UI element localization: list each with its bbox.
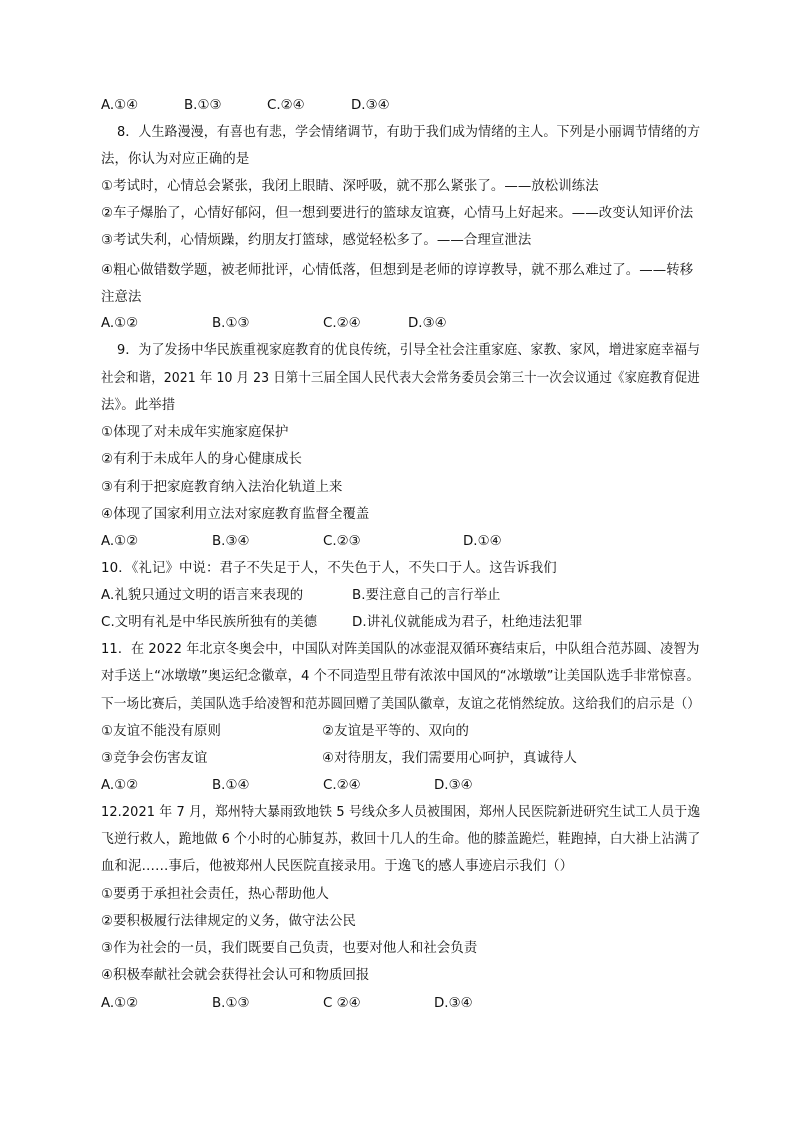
- q12-item-3: ③作为社会的一员，我们既要自己负责，也要对他人和社会负责: [101, 941, 478, 956]
- option-b: B.①③: [184, 98, 222, 113]
- q9-options: [101, 533, 701, 551]
- q12-stem-line3: 血和泥……事后，他被郑州人民医院直接录用。于逸飞的感人事迹启示我们（）: [101, 859, 574, 874]
- option-b: B.①③: [212, 996, 250, 1011]
- q10-option-c: C.文明有礼是中华民族所独有的美德: [101, 615, 318, 630]
- q12-options: [101, 995, 701, 1013]
- q12-item-4: ④积极奉献社会就会获得社会认可和物质回报: [101, 968, 370, 983]
- q8-item-3: ③考试失利，心情烦躁，约朋友打篮球，感觉轻松多了。——合理宣泄法: [101, 233, 532, 248]
- q11-stem-line2: 对手送上“冰墩墩”奥运纪念徽章，4 个不同造型且带有浓浓中国风的“冰墩墩”让美国队选手非常惊喜。: [101, 669, 700, 684]
- option-d: D.③④: [408, 316, 447, 331]
- option-a: A.①②: [101, 996, 139, 1011]
- q10-option-a: A.礼貌只通过文明的语言来表现的: [101, 588, 304, 603]
- option-c: C.②③: [323, 534, 361, 549]
- option-c: C.②④: [323, 778, 361, 793]
- option-a: A.①②: [101, 778, 139, 793]
- q9-item-1: ①体现了对未成年实施家庭保护: [101, 425, 289, 440]
- option-c: C.②④: [323, 316, 361, 331]
- option-b: B.①④: [212, 778, 250, 793]
- q10-option-b: B.要注意自己的言行举止: [352, 588, 501, 603]
- option-d: D.③④: [351, 98, 390, 113]
- q9-stem-line1: 9．为了发扬中华民族重视家庭教育的优良传统，引导全社会注重家庭、家教、家风，增进家庭幸福与: [117, 343, 701, 358]
- q12-item-1: ①要勇于承担社会责任，热心帮助他人: [101, 887, 329, 902]
- option-a: A.①②: [101, 534, 139, 549]
- q11-item-4: ④对待朋友，我们需要用心呵护，真诚待人: [322, 751, 577, 766]
- q11-stem-line3: 下一场比赛后，美国队选手给凌智和范苏圆回赠了美国队徽章，友谊之花悄然绽放。这给我们的启示是（）: [101, 697, 701, 712]
- q11-item-3: ③竞争会伤害友谊: [101, 751, 208, 766]
- option-a: A.①④: [101, 98, 139, 113]
- option-c: C.②④: [267, 98, 305, 113]
- q8-stem-line1: 8．人生路漫漫，有喜也有悲，学会情绪调节，有助于我们成为情绪的主人。下列是小丽调节情绪的方: [117, 125, 701, 140]
- q8-options: [101, 315, 701, 333]
- option-d: D.①④: [463, 534, 502, 549]
- q12-item-2: ②要积极履行法律规定的义务，做守法公民: [101, 914, 356, 929]
- q10-option-d: D.讲礼仪就能成为君子，杜绝违法犯罪: [352, 615, 583, 630]
- q9-item-2: ②有利于未成年人的身心健康成长: [101, 452, 302, 467]
- q11-options: [101, 777, 701, 795]
- q9-stem-line3: 法》。此举措: [101, 398, 176, 413]
- option-a: A.①②: [101, 316, 139, 331]
- q11-item-2: ②友谊是平等的、双向的: [322, 724, 470, 739]
- option-c: C ②④: [323, 996, 361, 1011]
- q7-options: [101, 97, 701, 115]
- q8-item-4: ④粗心做错数学题，被老师批评，心情低落，但想到是老师的谆谆教导，就不那么难过了。——转移: [101, 263, 694, 278]
- option-b: B.①③: [212, 316, 250, 331]
- q8-stem-line2: 法，你认为对应正确的是: [101, 152, 250, 167]
- option-b: B.③④: [212, 534, 250, 549]
- q9-stem-line2: 社会和谐，2021 年 10 月 23 日第十三届全国人民代表大会常务委员会第三十一次会议通过《家庭教育促进: [101, 371, 700, 386]
- q9-item-4: ④体现了国家利用立法对家庭教育监督全覆盖: [101, 507, 370, 522]
- q11-item-1: ①友谊不能没有原则: [101, 724, 222, 739]
- q8-item-2: ②车子爆胎了，心情好郁闷，但一想到要进行的篮球友谊赛，心情马上好起来。——改变认知评价法: [101, 206, 694, 221]
- q9-item-3: ③有利于把家庭教育纳入法治化轨道上来: [101, 480, 343, 495]
- q10-stem: 10．《礼记》中说：君子不失足于人，不失色于人，不失口于人。这告诉我们: [101, 561, 557, 576]
- option-d: D.③④: [434, 996, 473, 1011]
- option-d: D.③④: [434, 778, 473, 793]
- q11-stem-line1: 11．在 2022 年北京冬奥会中，中国队对阵美国队的冰壶混双循环赛结束后，中队组合范苏圆、凌智为: [101, 642, 700, 657]
- q8-item-1: ①考试时，心情总会紧张，我闭上眼睛、深呼吸，就不那么紧张了。——放松训练法: [101, 179, 599, 194]
- q12-stem-line2: 飞逆行救人，跪地做 6 个小时的心肺复苏，救回十几人的生命。他的膝盖跪烂，鞋跑掉，白大褂上沾满了: [101, 832, 701, 847]
- q8-item-4-cont: 注意法: [101, 290, 142, 305]
- q12-stem-line1: 12.2021 年 7 月，郑州特大暴雨致地铁 5 号线众多人员被围困，郑州人民医院新进研究生试工人员于逸: [101, 805, 701, 820]
